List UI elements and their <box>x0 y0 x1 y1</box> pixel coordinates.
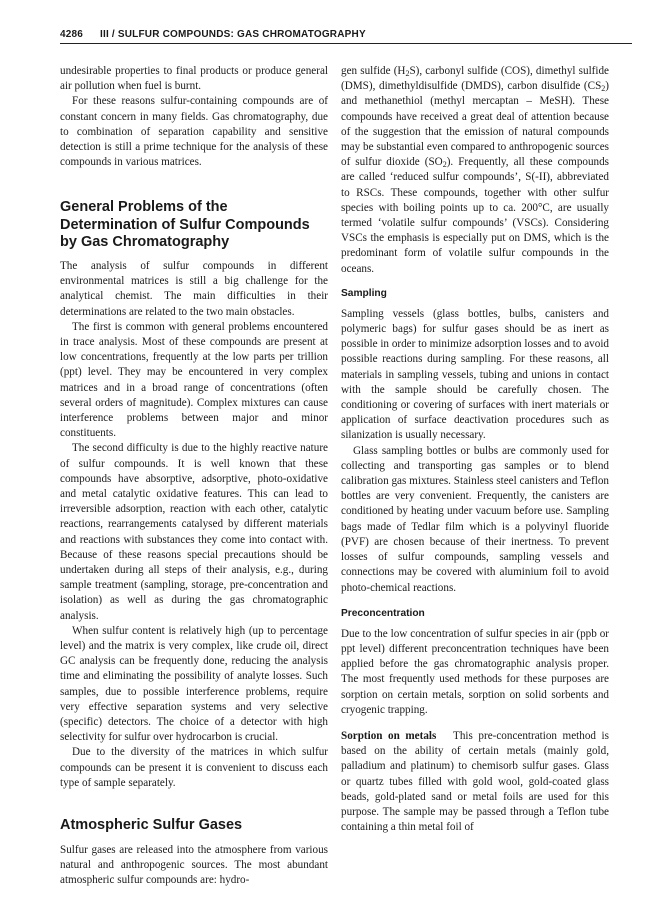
subsection-heading-preconcentration: Preconcentration <box>341 607 425 619</box>
header-rule <box>60 43 632 44</box>
paragraph: Due to the diversity of the matrices in which sulfur compounds can be present it is convenient to discuss each type of sample separately. <box>60 746 328 789</box>
paragraph: Sorption on metals This pre-concentration method is based on the ability of certain metals (mainly gold, palladium and platinum) to chemisorb sulfur gases. Glass or quartz tubes filled with gold wool, gold-coated glass beads, gold-plated sand or metal foils are used for this purpose. The sample may be passed through a Teflon tube containing a thin metal foil of <box>341 729 609 834</box>
paragraph: The analysis of sulfur compounds in different environmental matrices is still a big challenge for the analytical chemist. The main difficulties in their determinations are related to the two main obstacles. <box>60 259 328 318</box>
paragraph: The first is common with general problems encountered in trace analysis. Most of these compounds are present at low concentrations, frequently at the low parts per trillion (ppt) level. They may be encountered in very complex matrices and in a broad range of concentrations (often several orders of magnitude). Complex mixtures can cause interference problems between major and minor constituents. <box>60 320 328 440</box>
paragraph: For these reasons sulfur-containing compounds are of constant concern in many fields. Gas chromatography, due to combination of separation capability and sensitive detection is still a prime technique for the analysis of these compounds in various matrices. <box>60 95 328 169</box>
run-in-heading: Sorption on metals <box>341 729 437 742</box>
paragraph: Due to the low concentration of sulfur species in air (ppb or ppt level) different preconcentration techniques have been applied before the gas chromatographic analysis proper. The most frequently used methods for these purposes are sorption on certain metals, sorption on solid sorbents and cryogenic trapping. <box>341 627 609 716</box>
page-number: 4286 <box>60 29 84 40</box>
section-heading-general-problems: General Problems of the Determination of Sulfur Compounds by Gas Chromatography <box>60 199 310 251</box>
left-column <box>60 64 328 888</box>
paragraph: Glass sampling bottles or bulbs are commonly used for collecting and transporting gas samples or to blend calibration gas mixtures. Stainless steel canisters and Teflon bottles are very convenient. Frequently, the canisters are conditioned by heating under vacuum before use. Sampling bags made of Tedlar film which is a polyvinyl fluoride (PVF) are chosen because of their inertness. To prevent losses of sulfur compounds, sampling vessels and connections may be covered with aluminium foil to avoid photo-chemical reactions. <box>341 444 609 594</box>
subsection-heading-sampling: Sampling <box>341 287 387 299</box>
running-header <box>60 26 632 44</box>
running-title: III / SULFUR COMPOUNDS: GAS CHROMATOGRAPHY <box>100 29 366 40</box>
paragraph: When sulfur content is relatively high (up to percentage level) and the matrix is very complex, like crude oil, direct GC analysis can be frequently done, reducing the analysis time and eliminating the possibility of analyte losses. Such samples, due to possible interference problems, require very effective separation systems and very selective (specific) detectors. The choice of a detector with high selectivity for sulfur over hydrocarbon is crucial. <box>60 624 328 744</box>
paragraph: gen sulfide $(H_2S)$, carbonyl sulfide (COS), dimethyl sulfide (DMS), dimethyldisulfide (DMDS), carbon disulfide $(CS_2)$ and methanethiol (methyl mercaptan – MeSH). These compounds have received a great deal of attention because of the suggestion that the emission of natural compounds may be substantial even compared to anthropogenic sources of sulfur dioxide $(SO_2)$. Frequently, all these compounds are called ‘reduced sulfur compounds’, S(-II), abbreviated to RSCs. These compounds, together with other sulfur species with boiling points up to ca. 200°C, are usually termed ‘volatile sulfur compounds’ (VSCs). Considering VSCs the emphasis is especially put on DMS, which is the predominant form of volatile sulfur compounds in the oceans. <box>341 65 610 275</box>
paragraph: Sulfur gases are released into the atmosphere from various natural and anthropogenic sources. The most abundant atmospheric sulfur compounds are: hydro- <box>60 843 328 886</box>
section-heading-atmospheric: Atmospheric Sulfur Gases <box>60 817 243 834</box>
right-column <box>341 64 609 835</box>
paragraph: The second difficulty is due to the highly reactive nature of sulfur compounds. It is well known that these compounds have absorptive, adsorptive, photo-oxidative and metal catalytic oxidative features. This can lead to irreversible adsorption, reaction with each other, catalytic reactions, rearrangements catalysed by different materials and reactions with substances they come into contact with. Because of these reasons special precautions should be undertaken during all steps of their analysis, e.g., during sample treatment (sampling, storage, pre-concentration and isolation) as well as during the gas chromatographic analysis. <box>60 442 328 622</box>
paragraph: Sampling vessels (glass bottles, bulbs, canisters and polymeric bags) for sulfur gases should be as inert as possible in order to minimize adsorption losses and to avoid possible reactions during sampling. For these reasons, all materials in sampling vessels, tubing and unions in contact with the sample should be carefully chosen. The conditioning or covering of surfaces with inert materials or application of surface deactivation procedures such as silanization is usually necessary. <box>341 307 609 442</box>
paragraph: undesirable properties to final products or produce general air pollution when fuel is burnt. <box>60 65 328 93</box>
